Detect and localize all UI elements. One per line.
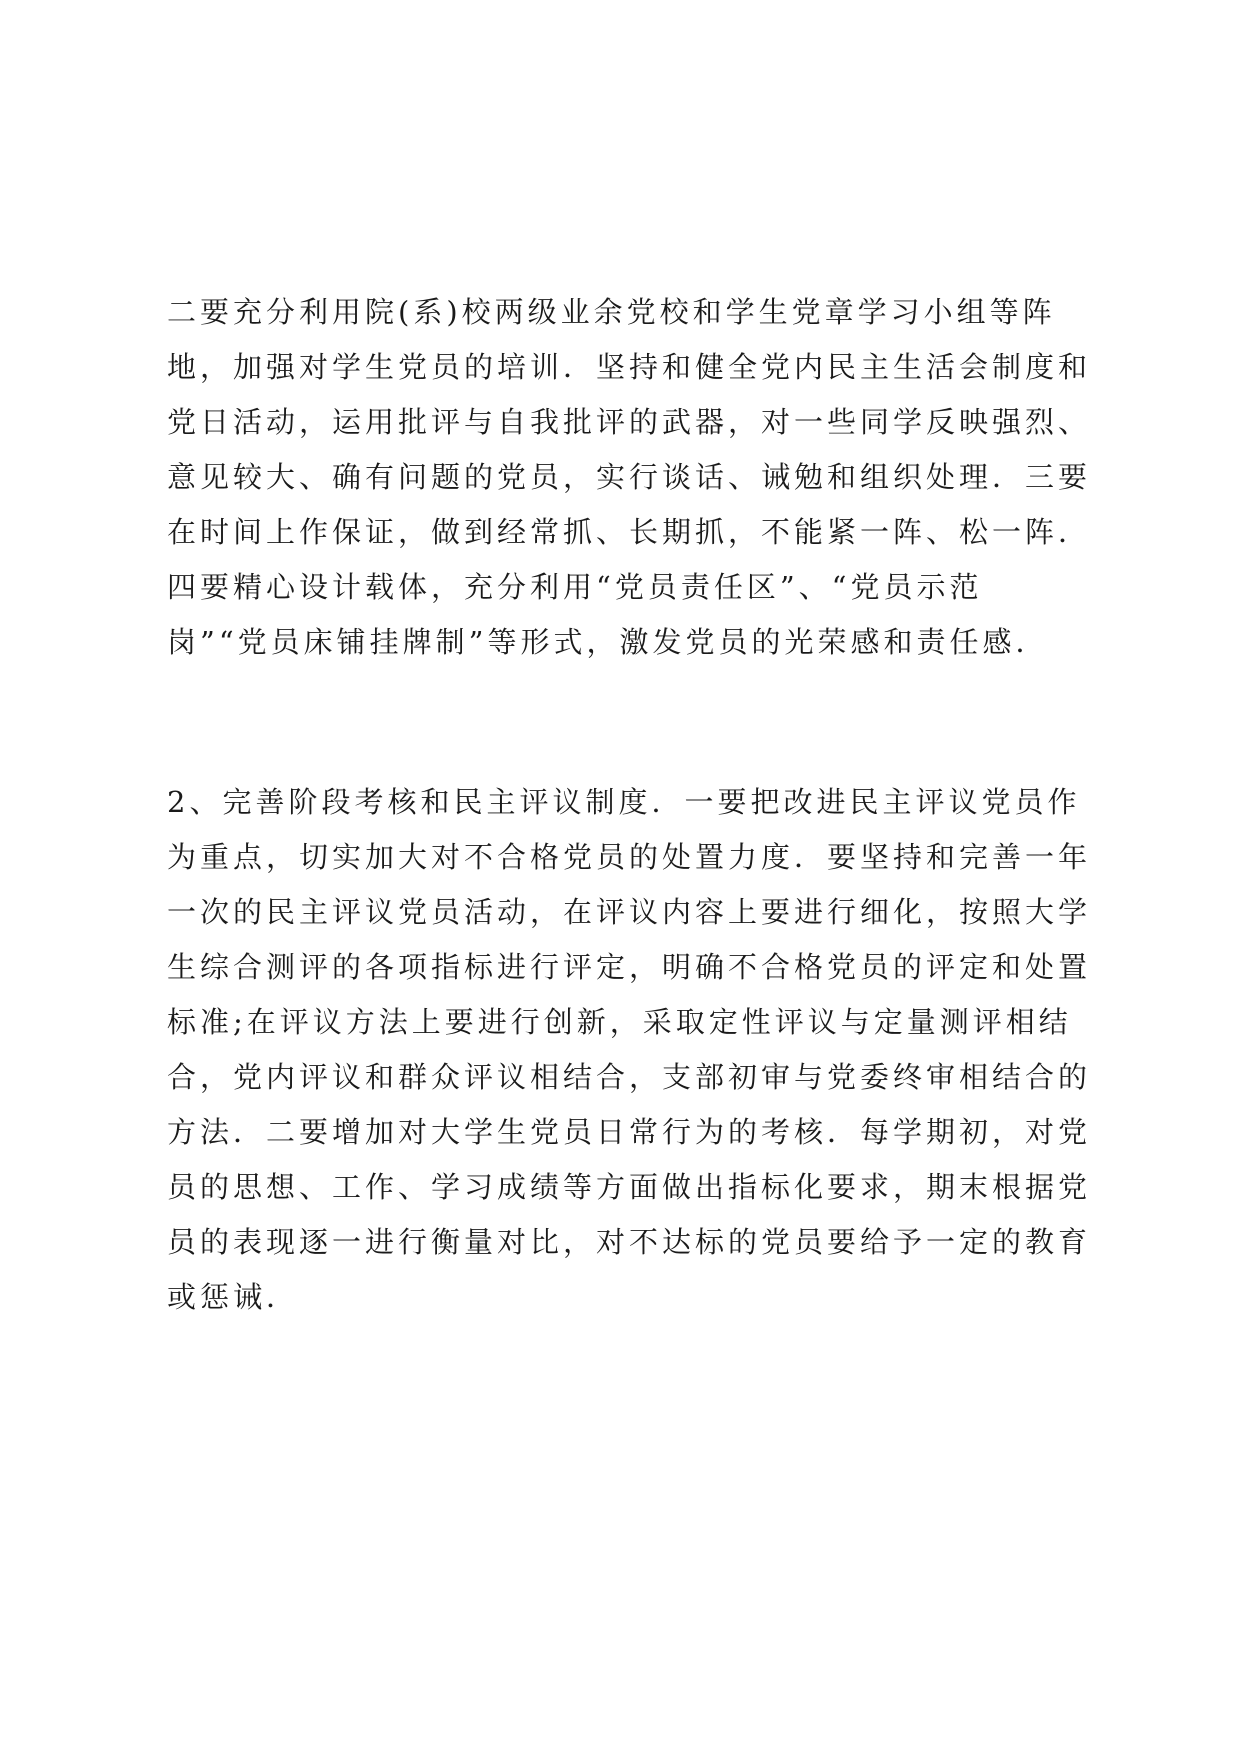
text-line: 生综合测评的各项指标进行评定，明确不合格党员的评定和处置 bbox=[167, 950, 1092, 984]
text-line: 标准;在评议方法上要进行创新，采取定性评议与定量测评相结 bbox=[167, 1005, 1072, 1039]
paragraph-assessment-review bbox=[167, 775, 1097, 1380]
text-line: 2、完善阶段考核和民主评议制度．一要把改进民主评议党员作 bbox=[167, 785, 1081, 819]
text-line: 或惩诫． bbox=[167, 1280, 300, 1314]
text-line: 为重点，切实加大对不合格党员的处置力度．要坚持和完善一年 bbox=[167, 840, 1092, 874]
text-line: 一次的民主评议党员活动，在评议内容上要进行细化，按照大学 bbox=[167, 895, 1092, 929]
text-line: 意见较大、确有问题的党员，实行谈话、诫勉和组织处理．三要 bbox=[167, 460, 1092, 494]
text-line: 合，党内评议和群众评议相结合，支部初审与党委终审相结合的 bbox=[167, 1060, 1092, 1094]
text-line: 在时间上作保证，做到经常抓、长期抓，不能紧一阵、松一阵． bbox=[167, 515, 1092, 549]
text-line: 员的思想、工作、学习成绩等方面做出指标化要求，期末根据党 bbox=[167, 1170, 1092, 1204]
text-line: 四要精心设计载体，充分利用“党员责任区”、“党员示范 bbox=[167, 570, 983, 604]
text-line: 二要充分利用院(系)校两级业余党校和学生党章学习小组等阵 bbox=[167, 295, 1056, 329]
text-line bbox=[167, 1325, 1097, 1380]
text-line: 方法．二要增加对大学生党员日常行为的考核．每学期初，对党 bbox=[167, 1115, 1092, 1149]
text-line: 员的表现逐一进行衡量对比，对不达标的党员要给予一定的教育 bbox=[167, 1225, 1092, 1259]
text-line: 地，加强对学生党员的培训．坚持和健全党内民主生活会制度和 bbox=[167, 350, 1092, 384]
paragraph-party-training bbox=[167, 285, 1097, 670]
text-line: 岗”“党员床铺挂牌制”等形式，激发党员的光荣感和责任感． bbox=[167, 625, 1049, 659]
text-line: 党日活动，运用批评与自我批评的武器，对一些同学反映强烈、 bbox=[167, 405, 1092, 439]
